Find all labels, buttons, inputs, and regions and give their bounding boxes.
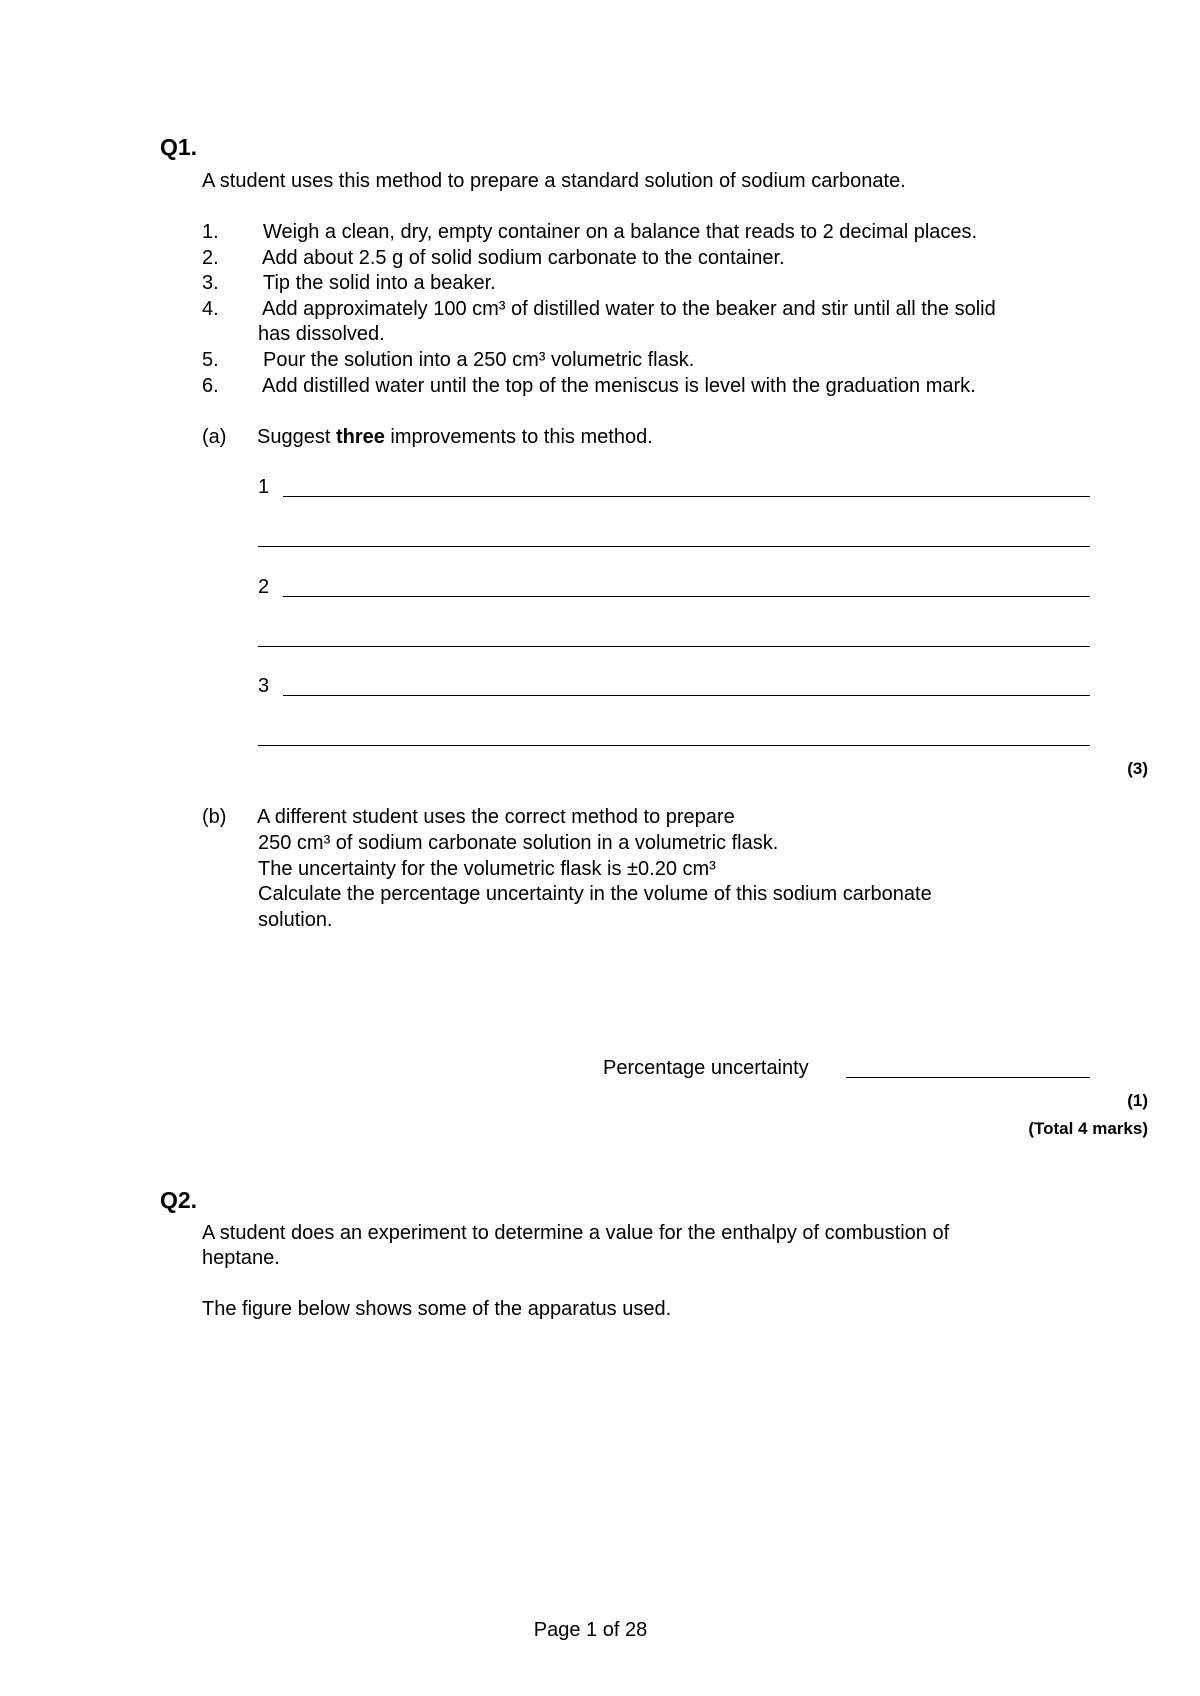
- part-a-marks: (3): [1127, 759, 1148, 778]
- step-number: 2.: [202, 247, 219, 269]
- answer-number: 3: [258, 675, 270, 697]
- answer-line[interactable]: [283, 596, 1090, 597]
- part-b-text: Calculate the percentage uncertainty in the volume of this sodium carbonate: [258, 883, 932, 905]
- answer-number: 1: [258, 476, 270, 498]
- step-text: Add approximately 100 cm³ of distilled water to the beaker and stir until all the solid: [262, 298, 996, 320]
- step-text: Pour the solution into a 250 cm³ volumetric flask.: [263, 349, 695, 371]
- part-b-text: A different student uses the correct method to prepare: [257, 806, 735, 828]
- part-a-label: (a): [202, 426, 227, 448]
- percentage-uncertainty-label: Percentage uncertainty: [603, 1057, 809, 1079]
- step-number: 1.: [202, 221, 219, 243]
- part-a-question: Suggest three improvements to this method.: [257, 426, 653, 448]
- step-text: Tip the solid into a beaker.: [263, 272, 496, 294]
- step-text-continued: has dissolved.: [258, 323, 385, 345]
- q2-heading: Q2.: [160, 1187, 198, 1213]
- percentage-uncertainty-line[interactable]: [846, 1077, 1090, 1078]
- part-b-text: The uncertainty for the volumetric flask is ±0.20 cm³: [258, 858, 716, 880]
- page-number: Page 1 of 28: [533, 1619, 648, 1641]
- step-text: Add distilled water until the top of the meniscus is level with the graduation mark.: [262, 375, 976, 397]
- step-text: Add about 2.5 g of solid sodium carbonate to the container.: [262, 247, 785, 269]
- part-b-text: 250 cm³ of sodium carbonate solution in a volumetric flask.: [258, 832, 779, 854]
- step-text: Weigh a clean, dry, empty container on a balance that reads to 2 decimal places.: [263, 221, 978, 243]
- q2-intro: A student does an experiment to determine a value for the enthalpy of combustion of: [202, 1222, 950, 1244]
- answer-number: 2: [258, 576, 270, 598]
- q1-heading: Q1.: [160, 134, 198, 160]
- answer-line[interactable]: [283, 695, 1090, 696]
- part-b-label: (b): [202, 806, 227, 828]
- step-number: 5.: [202, 349, 219, 371]
- part-b-marks: (1): [1127, 1091, 1148, 1110]
- answer-line[interactable]: [283, 496, 1090, 497]
- q2-intro-continued: heptane.: [202, 1247, 280, 1269]
- total-marks: (Total 4 marks): [1028, 1119, 1148, 1138]
- answer-line[interactable]: [258, 546, 1090, 547]
- part-b-text: solution.: [258, 909, 333, 931]
- q2-figure-text: The figure below shows some of the apparatus used.: [202, 1298, 672, 1320]
- answer-line[interactable]: [258, 745, 1090, 746]
- step-number: 4.: [202, 298, 219, 320]
- q1-intro: A student uses this method to prepare a standard solution of sodium carbonate.: [202, 170, 906, 192]
- answer-line[interactable]: [258, 646, 1090, 647]
- step-number: 6.: [202, 375, 219, 397]
- step-number: 3.: [202, 272, 219, 294]
